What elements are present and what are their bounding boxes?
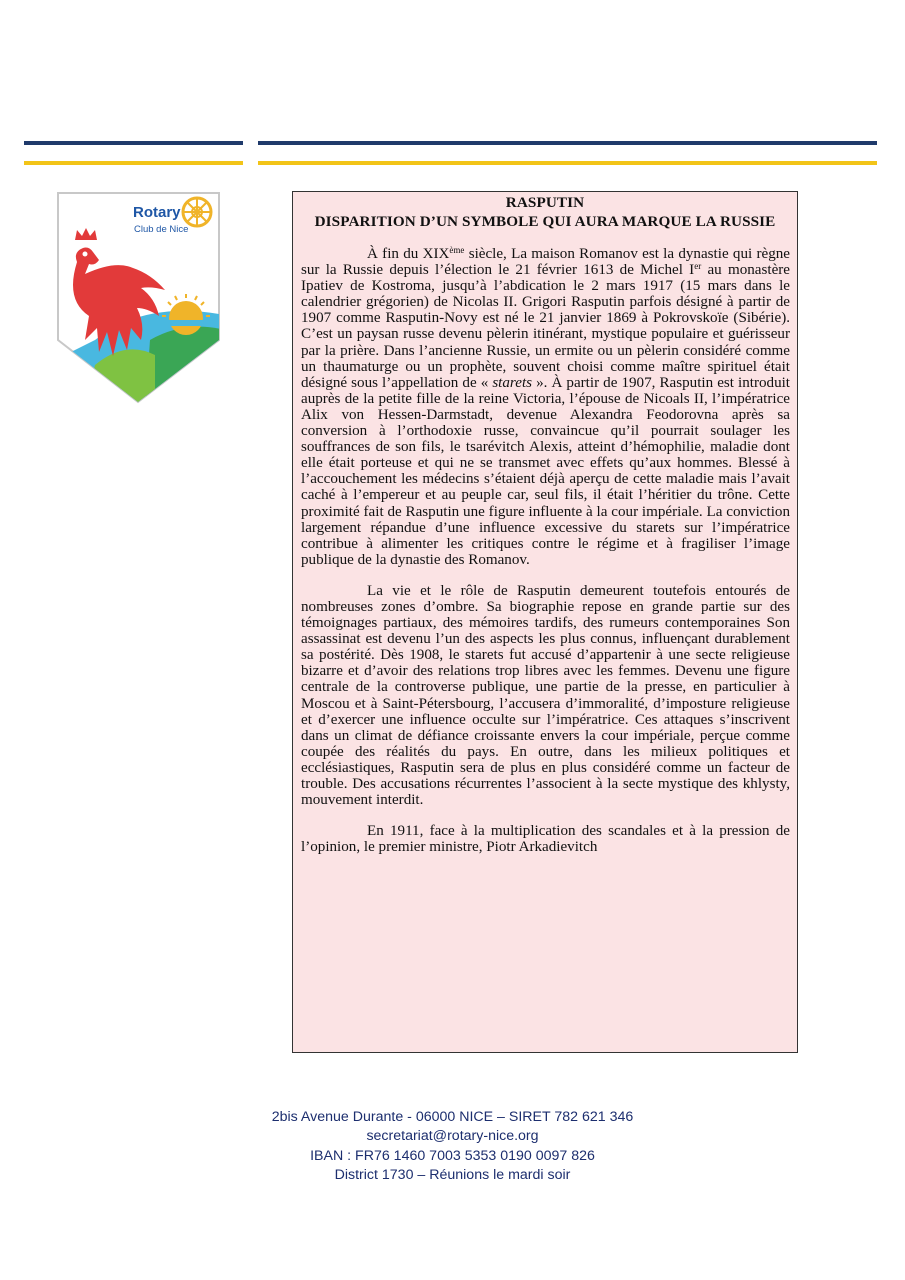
p1-starets-italic: starets — [492, 374, 533, 391]
footer-district: District 1730 – Réunions le mardi soir — [334, 1167, 571, 1184]
p1-text-d: ». À partir de 1907, Rasputin est introduit auprès de la petite fille de la reine Victoria, l’épouse de Nicoals II, l’impératrice Alix von Hessen-Darmstadt, devenue Alexandra Feodorovna après sa conversion à l’orthodoxie russe, convaincue qu’il pourrait soulager les souffrances de son fils, le tsarévitch Alexis, atteint d’hémophilie, maladie dont elle était porteuse et qui ne se transmet avec effets qu’aux hommes. Blessé à l’accouchement les médecins s’étaient déjà aperçu de cette maladie mais l’avait caché à l’empereur et au peuple car, seul fils, il était l’héritier du trône. Cette proximité fait de Rasputin une figure influente à la cour impériale. La conviction largement répandue d’une influence excessive du starets sur l’impératrice contribue à alimenter les critiques contre le régime et à fragiliser l’image publique de la dynastie des Romanov. — [301, 374, 790, 568]
p1-text-b: siècle, La maison Romanov est la dynastie qui règne sur la Russie depuis l’élection le 21 février 1613 de Michel I — [301, 246, 790, 279]
footer-address: 2bis Avenue Durante - 06000 NICE – SIRET 782 621 346 — [271, 1109, 634, 1125]
rotary-nice-logo — [55, 190, 222, 406]
logo-club-text: Club de Nice — [134, 224, 189, 235]
p1-superscript-eme: ème — [449, 245, 465, 255]
article-paragraph-2: La vie et le rôle de Rasputin demeurent toutefois entourés de nombreuses zones d’ombre. Sa biographie repose en grande partie sur des témoignages partiaux, des mémoires tardifs, des rumeurs contemporaines Son assassinat est devenu l’un des aspects les plus connus, influençant durablement sa postérité. Dès 1908, le starets fut accusé d’appartenir à une secte religieuse bizarre et d’avoir des relations trop libres avec les femmes. Devenu une figure centrale de la controverse publique, une partie de la presse, en particulier à Moscou et à Saint-Pétersbourg, l’accusera d’immoralité, d’imposture religieuse et d’exercer une influence occulte sur l’impératrice. Ces attaques s’inscrivent dans un climat de défiance croissante envers la cour impériale, perçue comme coupée des réalités du pays. En outre, dans les milieux politiques et ecclésiastiques, Rasputin sera de plus en plus considéré comme un facteur de trouble. Des accusations récurrentes l’associent à la secte mystique des khlysty, mouvement interdit. — [301, 582, 790, 809]
footer-contact — [0, 1108, 905, 1186]
footer-iban: IBAN : FR76 1460 7003 5353 0190 0097 826 — [310, 1147, 595, 1164]
header-rule-yellow-left — [24, 161, 243, 165]
p1-text-c: au monastère Ipatiev de Kostroma, jusqu’à l’abdication le 2 mars 1917 (15 mars dans le calendrier grégorien) de Nicolas II. Grigori Rasputin parfois désigné à partir de 1907 comme Rasputin-Novy est né le 21 janvier 1869 à Pokrovskoïe (Sibérie). C’est un paysan russe devenu pèlerin itinérant, mystique populaire et guérisseur par la prière. Dans l’ancienne Russie, un ermite ou un pèlerin considéré comme un thaumaturge ou un prophète, souvent choisi comme maître spirituel était désigné sous l’appellation de « — [301, 262, 790, 391]
logo-brand-text: Rotary — [133, 204, 181, 221]
footer-email: secretariat@rotary-nice.org — [366, 1128, 539, 1145]
article-box — [292, 191, 798, 1053]
p1-superscript-er: er — [694, 261, 702, 272]
header-rule-blue-right — [258, 141, 877, 145]
header-rule-blue-left — [24, 141, 243, 145]
article-title-line1: RASPUTIN — [505, 194, 585, 211]
article-title-line2: DISPARITION D’UN SYMBOLE QUI AURA MARQUE LA RUSSIE — [314, 212, 776, 230]
article-title — [299, 194, 791, 231]
article-paragraph-3: En 1911, face à la multiplication des scandales et à la pression de l’opinion, le premier ministre, Piotr Arkadievitch — [301, 823, 790, 856]
header-rule-yellow-right — [258, 161, 877, 165]
article-paragraph-1 — [301, 246, 790, 568]
p1-text-a: À fin du XIX — [367, 246, 450, 262]
